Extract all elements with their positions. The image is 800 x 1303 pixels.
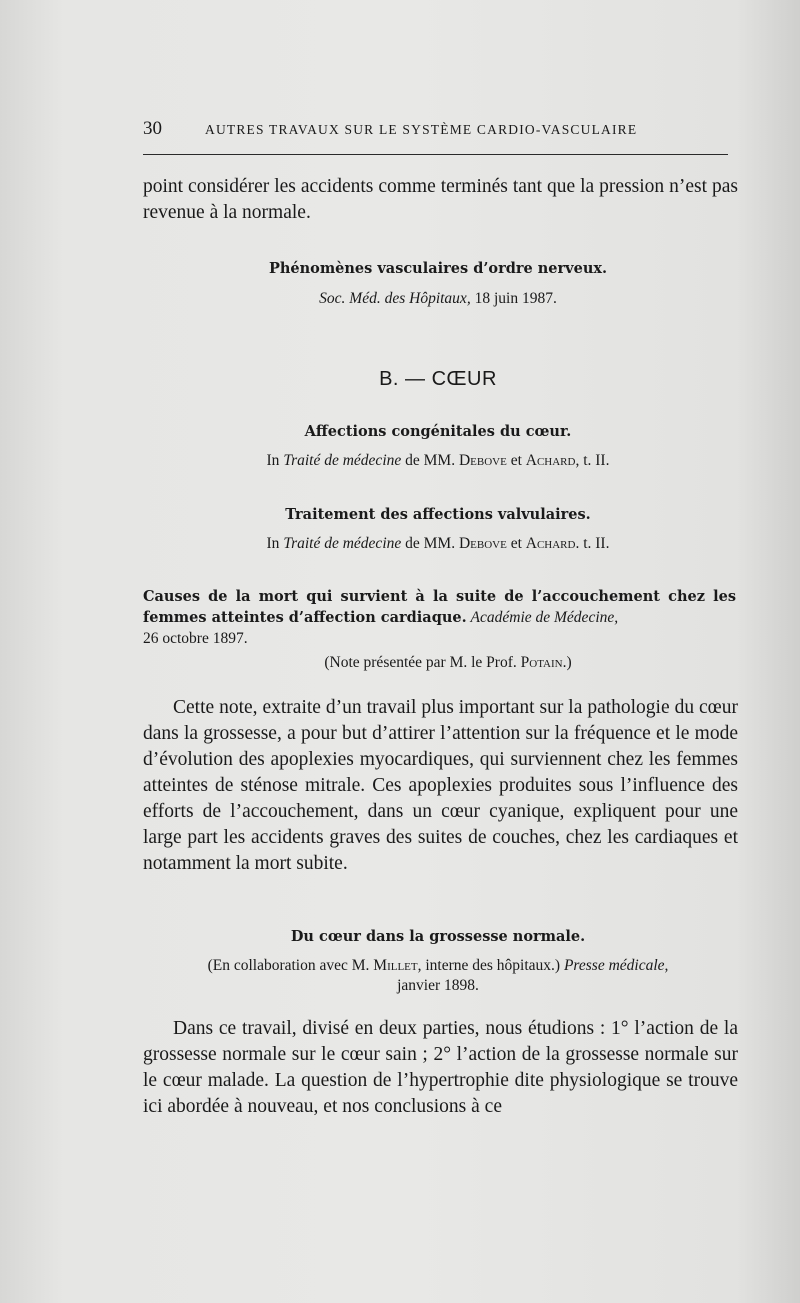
grossesse-paragraph-text: Dans ce travail, divisé en deux parties, nous étudions : 1° l’action de la grossesse normale sur le cœur sain ; 2° l’action de la grossesse normale sur le cœur malade. La question de l’hypertrophie dite physiologique se trouve ici abordée à nouveau, et nos conclusions à ce <box>143 1018 738 1117</box>
ref-end: , t. II. <box>575 452 610 469</box>
ref-venue: Presse médicale, <box>563 957 669 974</box>
intro-paragraph: point considérer les accidents comme terminés tant que la pression n’est pas revenue à la normale. <box>143 176 738 223</box>
ref-mid: de MM. <box>401 452 459 469</box>
ref-and: et <box>506 535 526 552</box>
ref-author-achard: Achard <box>525 535 576 552</box>
ref-end: . t. II. <box>575 535 610 552</box>
ref-and: et <box>506 452 526 469</box>
grossesse-title: Du cœur dans la grossesse normale. <box>290 928 586 945</box>
congenitales-title: Affections congénitales du cœur. <box>304 423 572 440</box>
causes-entry <box>143 586 736 649</box>
congenitales-reference <box>143 452 733 470</box>
page-number: 30 <box>143 118 162 139</box>
ref-author-millet: Millet <box>373 957 418 974</box>
phenomenes-reference <box>143 290 733 308</box>
valvulaires-title: Traitement des affections valvulaires. <box>285 506 591 523</box>
grossesse-reference <box>143 956 733 996</box>
causes-paragraph <box>143 695 738 877</box>
note-prefix: (Note présentée par M. le Prof. <box>324 654 521 671</box>
causes-title: Causes de la mort qui survient à la suite de l’accouchement chez les femmes atteintes d’affection cardiaque. <box>143 588 736 626</box>
phenomenes-venue: Soc. Méd. des Hôpitaux, <box>319 290 471 307</box>
ref-date: janvier 1898. <box>397 977 479 994</box>
grossesse-paragraph <box>143 1016 738 1120</box>
phenomenes-title: Phénomènes vasculaires d’ordre nerveux. <box>268 260 608 277</box>
ref-prefix: In <box>266 535 284 552</box>
note-author: Potain <box>520 654 563 671</box>
ref-prefix: In <box>266 452 284 469</box>
ref-mid: , interne des hôpitaux.) <box>417 957 564 974</box>
ref-author-debove: Debove <box>458 535 507 552</box>
ref-prefix: (En collaboration avec M. <box>207 957 374 974</box>
page-header <box>143 118 728 140</box>
section-title: B. — CŒUR <box>379 368 497 390</box>
header-rule <box>143 154 728 155</box>
ref-author-achard: Achard <box>525 452 576 469</box>
phenomenes-date: 18 juin 1987. <box>470 290 557 307</box>
ref-author-debove: Debove <box>458 452 507 469</box>
causes-date: 26 octobre 1897. <box>143 630 248 647</box>
valvulaires-reference <box>143 535 733 553</box>
causes-paragraph-text: Cette note, extraite d’un travail plus important sur la pathologie du cœur dans la grossesse, a pour but d’attirer l’attention sur la fréquence et le mode d’évolution des apoplexies myocardiques, qui surviennent chez les femmes atteintes de sténose mitrale. Ces apoplexies produites sous l’influence des efforts de l’accouchement, dans un cœur cyanique, expliquent pour une large part les accidents graves des suites de couches, chez les cardiaques et notamment la mort subite. <box>143 697 738 874</box>
ref-work: Traité de médecine <box>283 535 402 552</box>
ref-work: Traité de médecine <box>283 452 402 469</box>
ref-mid: de MM. <box>401 535 459 552</box>
note-suffix: .) <box>562 654 572 671</box>
causes-venue: Académie de Médecine, <box>470 609 619 626</box>
causes-note <box>153 654 743 672</box>
running-title: AUTRES TRAVAUX SUR LE SYSTÈME CARDIO-VASCULAIRE <box>205 122 638 137</box>
